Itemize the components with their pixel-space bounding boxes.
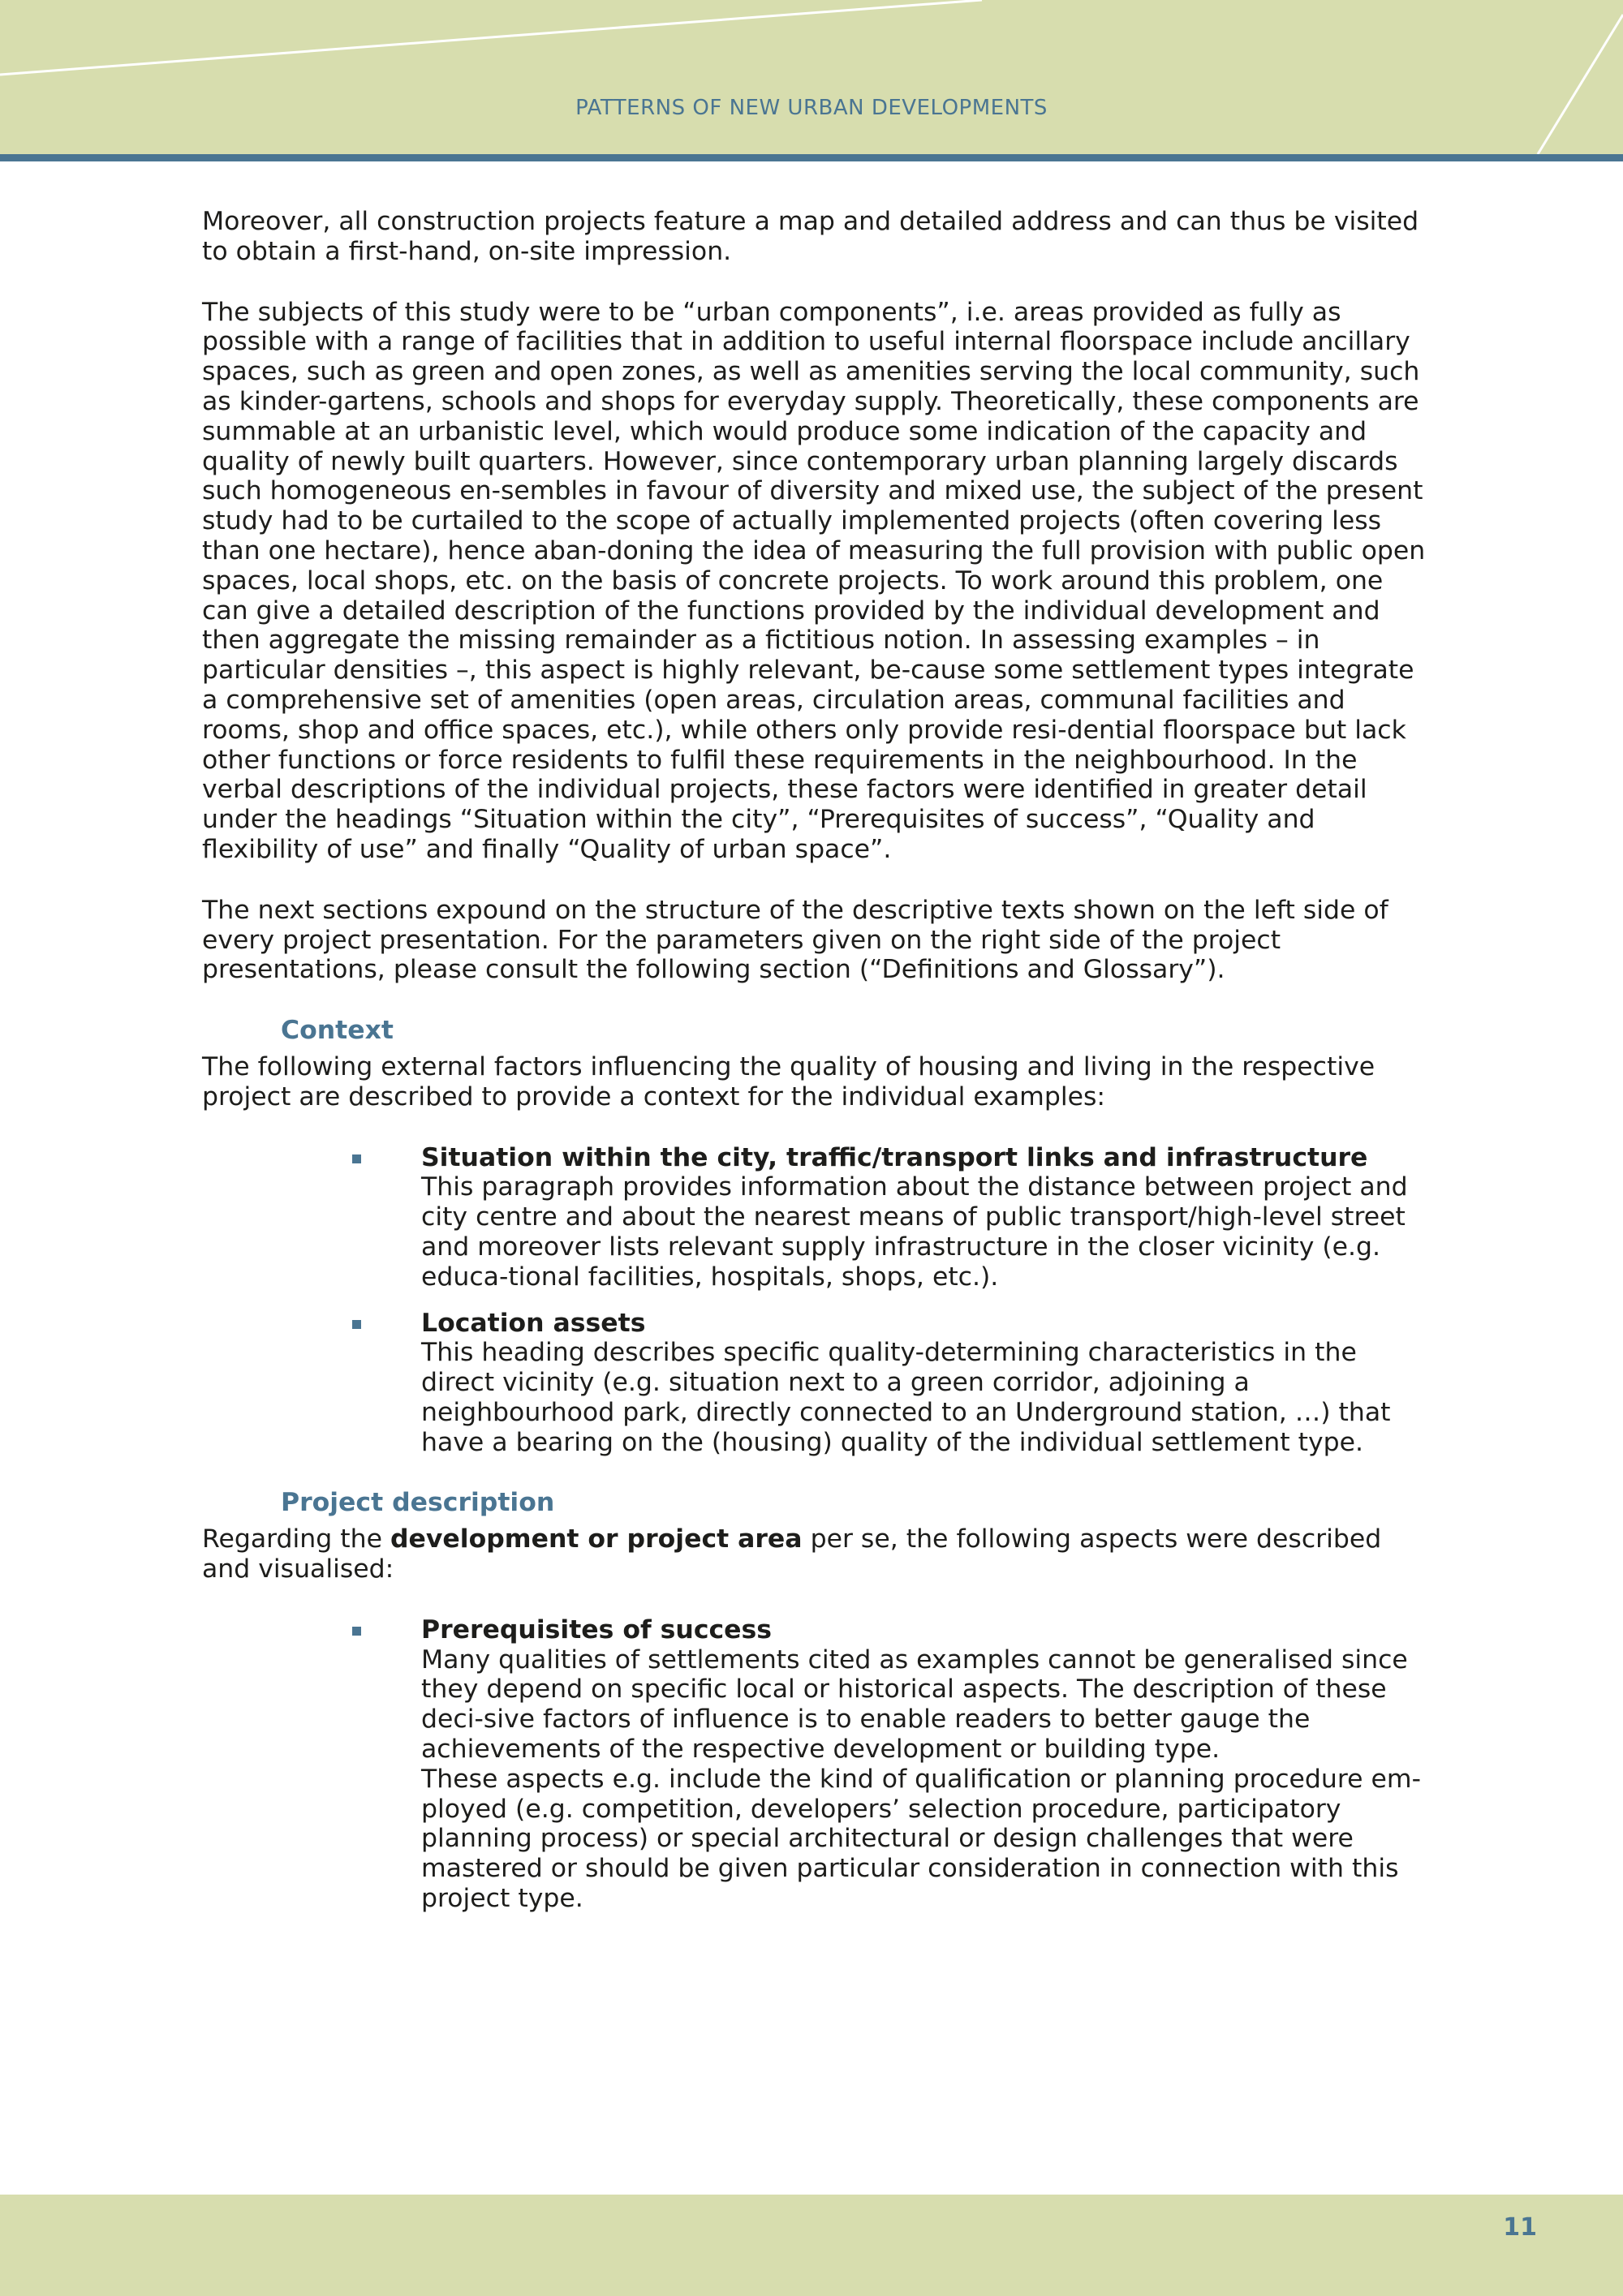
bullet-text-continued: These aspects e.g. include the kind of qualification or planning procedure em-ployed (e.g. competition, developers’ selection procedure, participatory planning process) or special architectural or design challenges that were mastered or should be given particular consideration in connection with this project type. [421,1764,1421,1914]
paragraph-intro: Moreover, all construction projects feature a map and detailed address and can thus be visited to obtain a first-hand, on-site impression. [202,207,1419,266]
intro-text-end: per se, the following aspects were described and visualised: [202,1524,1382,1584]
footer-band [0,2195,1623,2296]
list-item [421,1615,1436,1914]
bullet-text: This paragraph provides information about the distance between project and city centre and about the nearest means of public transport/high-level street and moreover lists relevant supply infrastructure in the closer vicinity (e.g. educa-tional facilities, hospitals, shops, etc.). [421,1172,1408,1292]
bullet-text: This heading describes specific quality-determining characteristics in the direct vicinity (e.g. situation next to a green corridor, adjoining a neighbourhood park, directly connected to an Underground station, …) that have a bearing on the (housing) quality of the individual settlement type. [421,1338,1391,1457]
intro-text-start: Regarding the [202,1524,390,1554]
list-item [421,1309,1436,1458]
project-description-heading: Project description [281,1488,555,1518]
bullet-square-icon [352,1154,361,1163]
header-band [0,0,1623,154]
bullet-title: Prerequisites of success [421,1615,773,1645]
list-item [421,1143,1436,1292]
context-heading: Context [281,1016,394,1046]
project-description-intro [202,1524,1436,1584]
intro-text-bold: development or project area [390,1524,803,1554]
bullet-square-icon [352,1320,361,1329]
paragraph-next-sections: The next sections expound on the structure of the descriptive texts shown on the left side of every project presentation. For the parameters given on the right side of the project presentations, please consult the following section (“Definitions and Glossary”). [202,895,1388,985]
bullet-title: Location assets [421,1308,646,1338]
running-title: PATTERNS OF NEW URBAN DEVELOPMENTS [575,96,1048,120]
bullet-text: Many qualities of settlements cited as examples cannot be generalised since they depend on specific local or historical aspects. The description of these deci-sive factors of influence is to enable readers to better gauge the achievements of the respective development or building type. [421,1645,1408,1765]
main-content [202,207,1436,1930]
page-number: 11 [1503,2213,1537,2242]
bullet-square-icon [352,1627,361,1636]
header-decoration [0,0,1623,154]
header-rule [0,154,1623,161]
context-intro: The following external factors influencing the quality of housing and living in the respective project are described to provide a context for the individual examples: [202,1051,1375,1111]
bullet-title: Situation within the city, traffic/transport links and infrastructure [421,1142,1368,1172]
context-list [421,1143,1436,1458]
project-list [421,1615,1436,1914]
header-diagonal-line-left [0,0,982,75]
paragraph-subjects: The subjects of this study were to be “urban components”, i.e. areas provided as fully as possible with a range of facilities that in addition to useful internal floorspace include ancillary spaces, such as green and open zones, as well as amenities serving the local community, such as kinder-gartens, schools and shops for everyday supply. Theoretically, these components are summable at an urbanistic level, which would produce some indication of the capacity and quality of newly built quarters. However, since contemporary urban planning largely discards such homogeneous en-sembles in favour of diversity and mixed use, the subject of the present study had to be curtailed to the scope of actually implemented projects (often covering less than one hectare), hence aban-doning the idea of measuring the full provision with public open spaces, local shops, etc. on the basis of concrete projects. To work around this problem, one can give a detailed description of the functions provided by the individual development and then aggregate the missing remainder as a fictitious notion. In assessing examples – in particular densities –, this aspect is highly relevant, be-cause some settlement types integrate a comprehensive set of amenities (open areas, circulation areas, communal facilities and rooms, shop and office spaces, etc.), while others only provide resi-dential floorspace but lack other functions or force residents to fulfil these requirements in the neighbourhood. In the verbal descriptions of the individual projects, these factors were identified in greater detail under the headings “Situation within the city”, “Prerequisites of success”, “Quality and flexibility of use” and finally “Quality of urban space”. [202,297,1426,864]
header-diagonal-line-right [1538,15,1623,154]
